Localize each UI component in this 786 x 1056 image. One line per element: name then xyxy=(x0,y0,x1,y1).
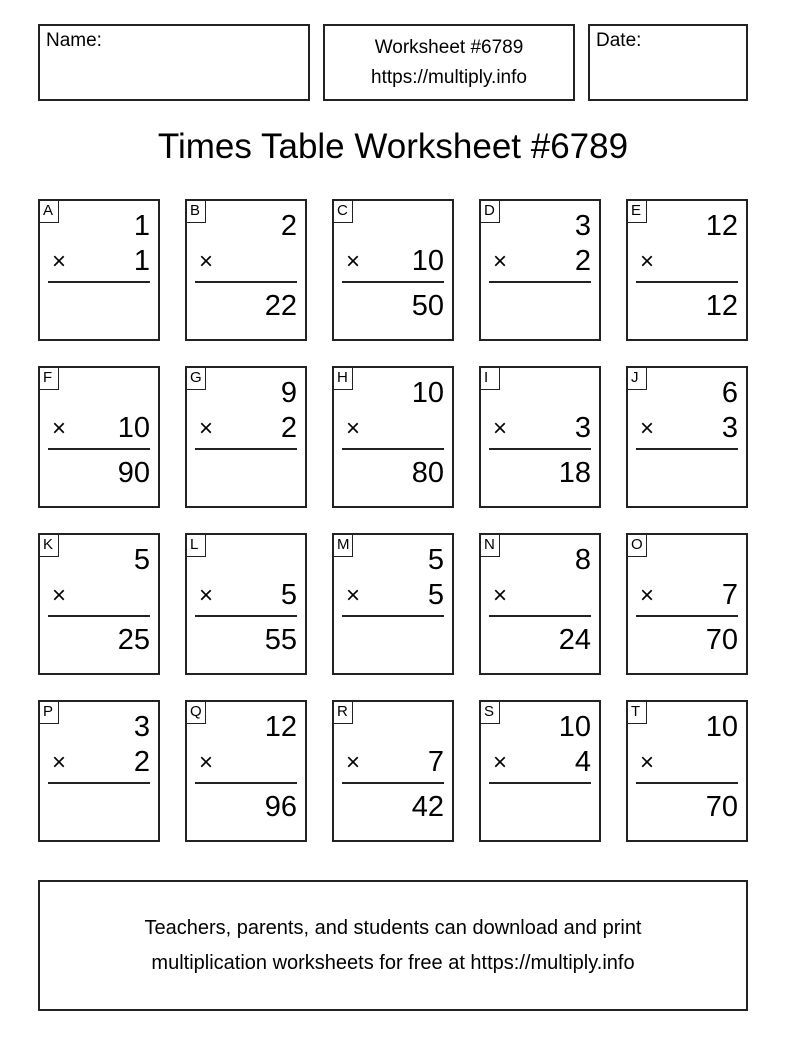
times-sign: × xyxy=(346,582,361,609)
answer-rule xyxy=(195,782,297,784)
problem-letter: C xyxy=(334,201,353,223)
problem-card xyxy=(626,533,748,675)
times-sign: × xyxy=(493,582,508,609)
problem-card xyxy=(38,366,160,508)
times-sign: × xyxy=(346,415,361,442)
problem-top-factor[interactable]: 8 xyxy=(574,544,591,576)
answer-rule xyxy=(636,782,738,784)
times-sign: × xyxy=(640,248,655,275)
answer-rule xyxy=(636,281,738,283)
answer-rule xyxy=(195,615,297,617)
problem-bottom-factor[interactable]: 5 xyxy=(280,579,297,611)
problem-card xyxy=(626,366,748,508)
problem-letter: J xyxy=(628,368,647,390)
problem-letter: Q xyxy=(187,702,206,724)
problem-top-factor[interactable]: 10 xyxy=(411,377,444,409)
problem-product[interactable]: 22 xyxy=(264,290,297,322)
problem-bottom-factor[interactable]: 7 xyxy=(427,746,444,778)
problem-product[interactable]: 70 xyxy=(705,624,738,656)
answer-rule xyxy=(48,615,150,617)
problem-letter: S xyxy=(481,702,500,724)
problem-product[interactable]: 24 xyxy=(558,624,591,656)
times-sign: × xyxy=(52,582,67,609)
problem-card xyxy=(185,700,307,842)
problem-product[interactable]: 42 xyxy=(411,791,444,823)
problem-card xyxy=(185,199,307,341)
answer-rule xyxy=(48,782,150,784)
problem-top-factor[interactable]: 6 xyxy=(721,377,738,409)
times-sign: × xyxy=(493,415,508,442)
problem-top-factor[interactable]: 12 xyxy=(705,210,738,242)
problem-card xyxy=(626,700,748,842)
problem-bottom-factor[interactable]: 2 xyxy=(133,746,150,778)
problem-top-factor[interactable]: 10 xyxy=(705,711,738,743)
problem-letter: E xyxy=(628,201,647,223)
problem-letter: T xyxy=(628,702,647,724)
problem-letter: M xyxy=(334,535,353,557)
answer-rule xyxy=(342,615,444,617)
problem-letter: I xyxy=(481,368,500,390)
times-sign: × xyxy=(199,248,214,275)
times-sign: × xyxy=(493,248,508,275)
footer-line-1: Teachers, parents, and students can download and print xyxy=(144,917,642,939)
times-sign: × xyxy=(199,749,214,776)
footer-line-2: multiplication worksheets for free at https://multiply.info xyxy=(151,952,635,974)
problem-letter: A xyxy=(40,201,59,223)
worksheet-number: Worksheet #6789 xyxy=(374,37,524,58)
problem-card xyxy=(332,366,454,508)
problem-top-factor[interactable]: 1 xyxy=(133,210,150,242)
worksheet-url: https://multiply.info xyxy=(371,67,527,88)
problem-letter: R xyxy=(334,702,353,724)
problem-letter: N xyxy=(481,535,500,557)
times-sign: × xyxy=(493,749,508,776)
problem-product[interactable]: 80 xyxy=(411,457,444,489)
problem-bottom-factor[interactable]: 2 xyxy=(574,245,591,277)
times-sign: × xyxy=(52,749,67,776)
times-sign: × xyxy=(52,248,67,275)
problem-top-factor[interactable]: 3 xyxy=(574,210,591,242)
answer-rule xyxy=(195,448,297,450)
problem-product[interactable]: 90 xyxy=(117,457,150,489)
problem-top-factor[interactable]: 5 xyxy=(133,544,150,576)
problem-bottom-factor[interactable]: 7 xyxy=(721,579,738,611)
problem-card xyxy=(332,533,454,675)
problem-bottom-factor[interactable]: 4 xyxy=(574,746,591,778)
answer-rule xyxy=(489,448,591,450)
answer-rule xyxy=(48,281,150,283)
problem-top-factor[interactable]: 3 xyxy=(133,711,150,743)
problem-product[interactable]: 50 xyxy=(411,290,444,322)
date-label: Date: xyxy=(596,30,642,51)
problem-bottom-factor[interactable]: 10 xyxy=(117,412,150,444)
answer-rule xyxy=(48,448,150,450)
answer-rule xyxy=(489,615,591,617)
problem-card xyxy=(332,199,454,341)
answer-rule xyxy=(489,782,591,784)
problem-card xyxy=(38,533,160,675)
times-sign: × xyxy=(199,582,214,609)
problem-letter: L xyxy=(187,535,206,557)
problem-letter: H xyxy=(334,368,353,390)
problem-letter: K xyxy=(40,535,59,557)
problem-card xyxy=(479,700,601,842)
times-sign: × xyxy=(199,415,214,442)
answer-rule xyxy=(342,782,444,784)
problem-bottom-factor[interactable]: 3 xyxy=(574,412,591,444)
problem-card xyxy=(626,199,748,341)
problem-letter: G xyxy=(187,368,206,390)
problem-top-factor[interactable]: 10 xyxy=(558,711,591,743)
problem-card xyxy=(185,366,307,508)
problem-bottom-factor[interactable]: 1 xyxy=(133,245,150,277)
problem-top-factor[interactable]: 2 xyxy=(280,210,297,242)
problem-top-factor[interactable]: 5 xyxy=(427,544,444,576)
times-sign: × xyxy=(52,415,67,442)
problem-product[interactable]: 18 xyxy=(558,457,591,489)
footer-box xyxy=(38,880,748,1011)
problem-bottom-factor[interactable]: 3 xyxy=(721,412,738,444)
times-sign: × xyxy=(640,749,655,776)
problem-card xyxy=(479,533,601,675)
problem-product[interactable]: 12 xyxy=(705,290,738,322)
problem-card xyxy=(38,199,160,341)
problem-card xyxy=(479,199,601,341)
problem-product[interactable]: 70 xyxy=(705,791,738,823)
problem-letter: O xyxy=(628,535,647,557)
problem-card xyxy=(185,533,307,675)
times-sign: × xyxy=(346,248,361,275)
answer-rule xyxy=(342,448,444,450)
times-sign: × xyxy=(346,749,361,776)
times-sign: × xyxy=(640,582,655,609)
problem-product[interactable]: 96 xyxy=(264,791,297,823)
problem-letter: B xyxy=(187,201,206,223)
problem-card xyxy=(332,700,454,842)
problem-letter: P xyxy=(40,702,59,724)
answer-rule xyxy=(636,615,738,617)
name-label: Name: xyxy=(46,30,102,51)
problem-top-factor[interactable]: 12 xyxy=(264,711,297,743)
problem-bottom-factor[interactable]: 10 xyxy=(411,245,444,277)
problem-letter: D xyxy=(481,201,500,223)
problem-card xyxy=(479,366,601,508)
page-title: Times Table Worksheet #6789 xyxy=(157,127,629,166)
problem-letter: F xyxy=(40,368,59,390)
problem-top-factor[interactable]: 9 xyxy=(280,377,297,409)
problem-card xyxy=(38,700,160,842)
answer-rule xyxy=(489,281,591,283)
problem-product[interactable]: 25 xyxy=(117,624,150,656)
problem-bottom-factor[interactable]: 2 xyxy=(280,412,297,444)
times-sign: × xyxy=(640,415,655,442)
answer-rule xyxy=(342,281,444,283)
problem-product[interactable]: 55 xyxy=(264,624,297,656)
answer-rule xyxy=(636,448,738,450)
answer-rule xyxy=(195,281,297,283)
problem-bottom-factor[interactable]: 5 xyxy=(427,579,444,611)
